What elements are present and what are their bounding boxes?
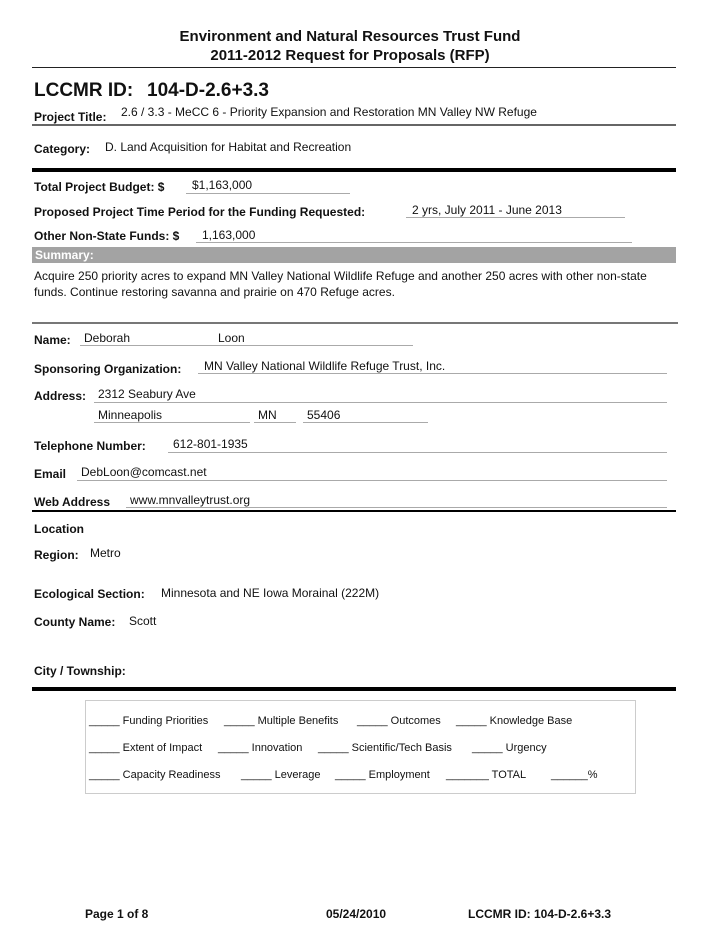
city-township-label: City / Township: bbox=[34, 664, 126, 678]
county-value: Scott bbox=[129, 614, 157, 628]
telephone-label: Telephone Number: bbox=[34, 439, 146, 453]
email-value: DebLoon@comcast.net bbox=[81, 465, 207, 479]
email-underline bbox=[77, 480, 667, 481]
name-label: Name: bbox=[34, 333, 71, 347]
location-divider bbox=[32, 687, 676, 691]
project-title-value: 2.6 / 3.3 - MeCC 6 - Priority Expansion and Restoration MN Valley NW Refuge bbox=[121, 105, 537, 119]
street-underline bbox=[94, 402, 667, 403]
telephone-underline bbox=[168, 452, 667, 453]
web-address-label: Web Address bbox=[34, 495, 111, 509]
email-label: Email bbox=[34, 467, 67, 481]
category-value: D. Land Acquisition for Habitat and Recreation bbox=[105, 140, 352, 154]
time-period-underline bbox=[406, 217, 625, 218]
summary-divider bbox=[32, 322, 678, 324]
score-percent: ______% bbox=[551, 769, 598, 781]
county-label: County Name: bbox=[34, 615, 116, 629]
first-name-value: Deborah bbox=[84, 331, 131, 345]
footer-lccmr-id: LCCMR ID: 104-D-2.6+3.3 bbox=[468, 907, 612, 921]
score-scientific-tech-basis: _____ Scientific/Tech Basis bbox=[318, 742, 452, 754]
telephone-value: 612-801-1935 bbox=[173, 437, 248, 451]
other-funds-label: Other Non-State Funds: $ bbox=[34, 229, 180, 243]
footer-date: 05/24/2010 bbox=[326, 907, 387, 921]
other-funds-underline bbox=[196, 242, 632, 243]
street-value: 2312 Seabury Ave bbox=[98, 387, 196, 401]
lccmr-id-label: LCCMR ID: bbox=[34, 80, 134, 101]
summary-header: Summary: bbox=[32, 247, 676, 263]
web-address-value: www.mnvalleytrust.org bbox=[130, 493, 251, 507]
score-capacity-readiness: _____ Capacity Readiness bbox=[89, 769, 221, 781]
score-multiple-benefits: _____ Multiple Benefits bbox=[224, 715, 339, 727]
score-innovation: _____ Innovation bbox=[218, 742, 303, 754]
lccmr-id-value: 104-D-2.6+3.3 bbox=[147, 80, 269, 101]
name-underline bbox=[80, 345, 413, 346]
region-value: Metro bbox=[90, 546, 121, 560]
form-title-line2: 2011-2012 Request for Proposals (RFP) bbox=[210, 47, 490, 64]
project-divider bbox=[32, 124, 676, 126]
total-budget-label: Total Project Budget: $ bbox=[34, 180, 165, 194]
time-period-label: Proposed Project Time Period for the Funding Requested: bbox=[34, 205, 366, 219]
time-period-value: 2 yrs, July 2011 - June 2013 bbox=[412, 203, 562, 217]
score-leverage: _____ Leverage bbox=[241, 769, 321, 781]
state-value: MN bbox=[258, 408, 277, 422]
total-budget-underline bbox=[186, 193, 350, 194]
score-urgency: _____ Urgency bbox=[472, 742, 547, 754]
city-value: Minneapolis bbox=[98, 408, 163, 422]
location-heading: Location bbox=[34, 522, 84, 536]
category-label: Category: bbox=[34, 142, 91, 156]
score-knowledge-base: _____ Knowledge Base bbox=[456, 715, 573, 727]
sponsoring-org-underline bbox=[198, 373, 667, 374]
summary-text: Acquire 250 priority acres to expand MN Valley National Wildlife Refuge and another 250 acres with other non-state funds. Continue restoring savanna and prairie on 470 Refuge acres. bbox=[34, 269, 647, 299]
ecological-section-value: Minnesota and NE Iowa Morainal (222M) bbox=[161, 586, 380, 600]
score-funding-priorities: _____ Funding Priorities bbox=[89, 715, 209, 727]
score-outcomes: _____ Outcomes bbox=[357, 715, 441, 727]
score-extent-of-impact: _____ Extent of Impact bbox=[89, 742, 203, 754]
sponsoring-org-value: MN Valley National Wildlife Refuge Trust, Inc. bbox=[204, 359, 446, 373]
other-funds-value: 1,163,000 bbox=[202, 228, 256, 242]
state-underline bbox=[254, 422, 296, 423]
score-total: _______ TOTAL bbox=[446, 769, 527, 781]
footer-page: Page 1 of 8 bbox=[85, 907, 149, 921]
header-divider bbox=[32, 67, 676, 68]
score-employment: _____ Employment bbox=[335, 769, 430, 781]
last-name-value: Loon bbox=[218, 331, 245, 345]
zip-value: 55406 bbox=[307, 408, 341, 422]
project-title-label: Project Title: bbox=[34, 110, 107, 124]
zip-underline bbox=[303, 422, 428, 423]
address-label: Address: bbox=[34, 389, 87, 403]
city-underline bbox=[94, 422, 250, 423]
region-label: Region: bbox=[34, 548, 79, 562]
contact-divider bbox=[32, 510, 676, 512]
category-divider bbox=[32, 168, 676, 172]
sponsoring-org-label: Sponsoring Organization: bbox=[34, 362, 182, 376]
form-title-line1: Environment and Natural Resources Trust Fund bbox=[179, 28, 521, 45]
total-budget-value: $1,163,000 bbox=[192, 178, 253, 192]
ecological-section-label: Ecological Section: bbox=[34, 587, 145, 601]
web-address-underline bbox=[126, 507, 667, 508]
